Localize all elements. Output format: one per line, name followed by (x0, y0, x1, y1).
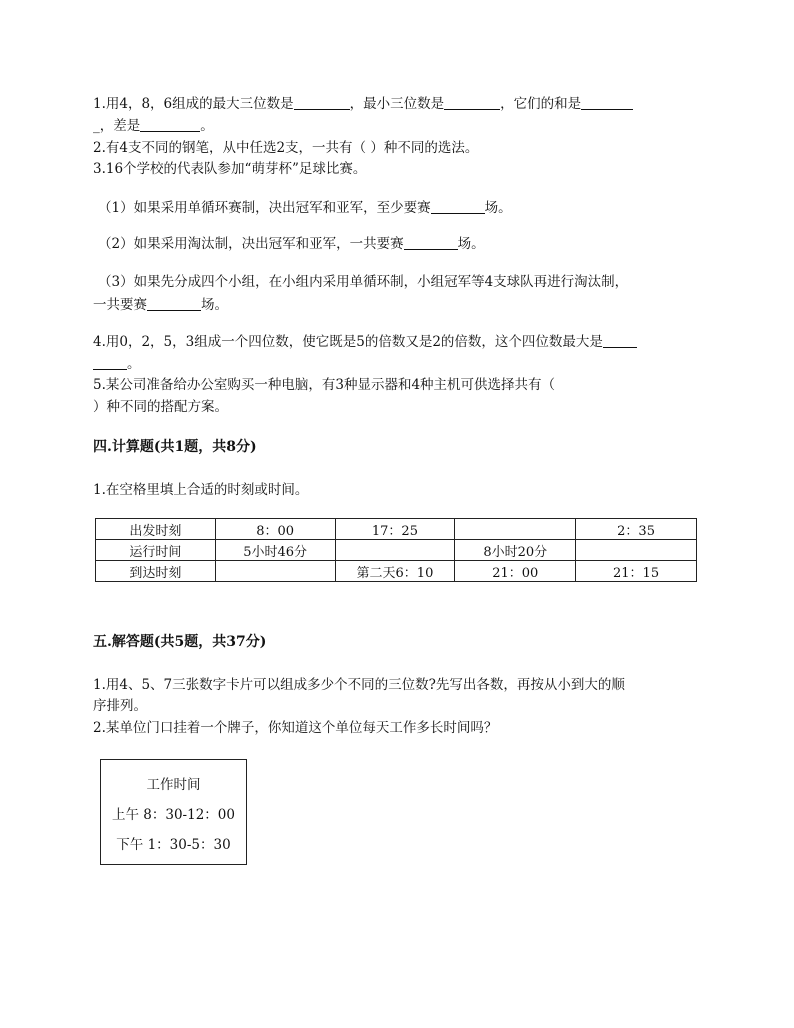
q3-part1-text: （1）如果采用单循环赛制，决出冠军和亚军，至少要赛 (98, 200, 431, 216)
q2-line: 2.有4支不同的钢笔，从中任选2支，一共有（ ）种不同的选法。 (93, 140, 479, 156)
q4-line1 (93, 333, 637, 351)
q1-blank-sum[interactable] (581, 95, 633, 110)
q3-part1 (98, 199, 512, 217)
table-header-depart: 出发时刻 (96, 519, 216, 540)
q5-line2: ）种不同的搭配方案。 (93, 399, 228, 415)
q1-text-c: ，它们的和是 (500, 96, 582, 112)
table-header-arrive: 到达时刻 (96, 561, 216, 582)
table-cell: 21：15 (576, 561, 697, 582)
q4-blank-a[interactable] (603, 333, 637, 348)
sign-morning: 上午 8：30-12：00 (112, 807, 235, 823)
q3-part1-end: 场。 (484, 200, 512, 216)
section4-q1: 1.在空格里填上合适的时刻或时间。 (93, 482, 309, 498)
q3-part1-blank[interactable] (431, 199, 485, 214)
q1-text-e: 。 (200, 118, 214, 134)
q1-line2 (93, 117, 214, 135)
q1-blank-diff[interactable] (140, 117, 200, 132)
table-cell-blank[interactable] (576, 540, 697, 561)
q4-blank-b[interactable] (93, 355, 127, 370)
q3-part2-text: （2）如果采用淘汰制，决出冠军和亚军，一共要赛 (98, 236, 404, 252)
q3-part2-end: 场。 (457, 236, 485, 252)
q3-intro: 3.16个学校的代表队参加“萌芽杯”足球比赛。 (93, 161, 367, 177)
q3-part3-blank[interactable] (147, 296, 201, 311)
table-cell-blank[interactable] (455, 519, 576, 540)
table-cell: 第二天6：10 (335, 561, 455, 582)
q3-part3-end: 场。 (201, 297, 228, 313)
section5-q1-line1: 1.用4、5、7三张数字卡片可以组成多少个不同的三位数?先写出各数，再按从小到大的顺 (93, 677, 625, 693)
table-cell-blank[interactable] (335, 540, 455, 561)
table-cell: 21：00 (455, 561, 576, 582)
section5-q2: 2.某单位门口挂着一个牌子，你知道这个单位每天工作多长时间吗？ (93, 720, 498, 736)
table-row (96, 540, 697, 561)
q1-text-b: ，最小三位数是 (349, 96, 445, 112)
table-cell: 5小时46分 (215, 540, 335, 561)
q3-part2-blank[interactable] (404, 235, 458, 250)
q3-part3-line1: （3）如果先分成四个小组，在小组内采用单循环制，小组冠军等4支球队再进行淘汰制， (98, 274, 629, 290)
q3-part3-text: 一共要赛 (93, 297, 147, 313)
section5-q1-line2: 序排列。 (93, 698, 147, 714)
table-cell: 8小时20分 (455, 540, 576, 561)
table-row (96, 519, 697, 540)
q4-line2 (93, 355, 141, 373)
time-table (95, 518, 697, 582)
q3-part2 (98, 235, 485, 253)
q1-text-d: _，差是 (93, 118, 141, 134)
table-row (96, 561, 697, 582)
work-hours-sign (100, 759, 247, 865)
q5-line1: 5.某公司准备给办公室购买一种电脑，有3种显示器和4种主机可供选择共有（ (93, 377, 556, 393)
table-cell: 17：25 (335, 519, 455, 540)
sign-afternoon: 下午 1：30-5：30 (116, 837, 231, 853)
section4-heading: 四.计算题(共1题，共8分) (93, 439, 257, 455)
q1-line1 (93, 95, 633, 113)
q3-part3-line2 (93, 296, 228, 314)
q1-blank-min[interactable] (444, 95, 500, 110)
table-header-duration: 运行时间 (96, 540, 216, 561)
section5-heading: 五.解答题(共5题，共37分) (93, 634, 267, 650)
sign-title: 工作时间 (146, 777, 201, 793)
table-cell: 8：00 (215, 519, 335, 540)
q1-text-a: 1.用4，8，6组成的最大三位数是 (93, 96, 294, 112)
q4-text: 4.用0，2，5，3组成一个四位数，使它既是5的倍数又是2的倍数，这个四位数最大是 (93, 334, 603, 350)
q1-blank-max[interactable] (294, 95, 350, 110)
table-cell-blank[interactable] (215, 561, 335, 582)
q4-end: 。 (127, 356, 141, 372)
table-cell: 2：35 (576, 519, 697, 540)
